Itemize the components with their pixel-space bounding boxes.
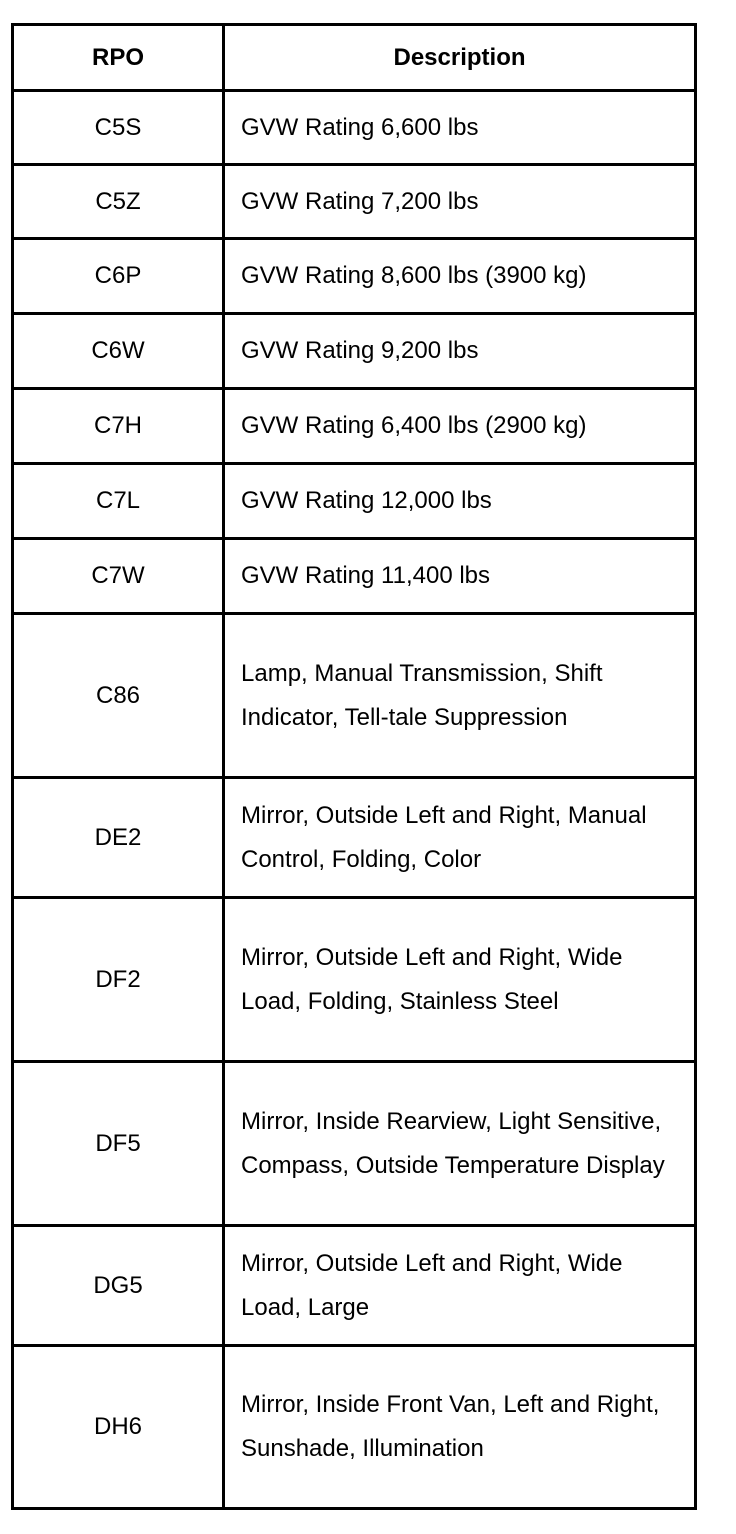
description-cell: Lamp, Manual Transmission, Shift Indicator, Tell-tale Suppression — [224, 614, 696, 778]
rpo-code-cell: C5S — [13, 91, 224, 165]
description-cell: Mirror, Outside Left and Right, Wide Load, Folding, Stainless Steel — [224, 898, 696, 1062]
rpo-description-table — [11, 23, 697, 1510]
rpo-code-cell: DF5 — [13, 1062, 224, 1226]
column-header-rpo: RPO — [13, 25, 224, 91]
description-cell: GVW Rating 8,600 lbs (3900 kg) — [224, 239, 696, 314]
table-body — [13, 91, 696, 1509]
rpo-code-cell: C7W — [13, 539, 224, 614]
table-row — [13, 389, 696, 464]
description-cell: GVW Rating 6,600 lbs — [224, 91, 696, 165]
table-row — [13, 91, 696, 165]
description-cell: GVW Rating 11,400 lbs — [224, 539, 696, 614]
rpo-code-cell: C86 — [13, 614, 224, 778]
rpo-code-cell: C5Z — [13, 165, 224, 239]
rpo-code-cell: C6W — [13, 314, 224, 389]
description-cell: Mirror, Outside Left and Right, Manual Control, Folding, Color — [224, 778, 696, 898]
description-cell: Mirror, Inside Rearview, Light Sensitive, Compass, Outside Temperature Display — [224, 1062, 696, 1226]
rpo-code-cell: DE2 — [13, 778, 224, 898]
rpo-code-cell: C7H — [13, 389, 224, 464]
table-row — [13, 898, 696, 1062]
table-row — [13, 239, 696, 314]
rpo-code-cell: DF2 — [13, 898, 224, 1062]
column-header-description: Description — [224, 25, 696, 91]
table-header-row — [13, 25, 696, 91]
description-cell: Mirror, Outside Left and Right, Wide Load, Large — [224, 1226, 696, 1346]
description-cell: Mirror, Inside Front Van, Left and Right, Sunshade, Illumination — [224, 1346, 696, 1509]
rpo-code-cell: DG5 — [13, 1226, 224, 1346]
table-row — [13, 1062, 696, 1226]
rpo-code-cell: C7L — [13, 464, 224, 539]
description-cell: GVW Rating 6,400 lbs (2900 kg) — [224, 389, 696, 464]
description-cell: GVW Rating 9,200 lbs — [224, 314, 696, 389]
description-cell: GVW Rating 7,200 lbs — [224, 165, 696, 239]
rpo-code-cell: DH6 — [13, 1346, 224, 1509]
table-row — [13, 1346, 696, 1509]
table-row — [13, 464, 696, 539]
table-row — [13, 165, 696, 239]
table-row — [13, 614, 696, 778]
description-cell: GVW Rating 12,000 lbs — [224, 464, 696, 539]
table-row — [13, 539, 696, 614]
table-row — [13, 778, 696, 898]
table-row — [13, 1226, 696, 1346]
rpo-code-cell: C6P — [13, 239, 224, 314]
table-row — [13, 314, 696, 389]
